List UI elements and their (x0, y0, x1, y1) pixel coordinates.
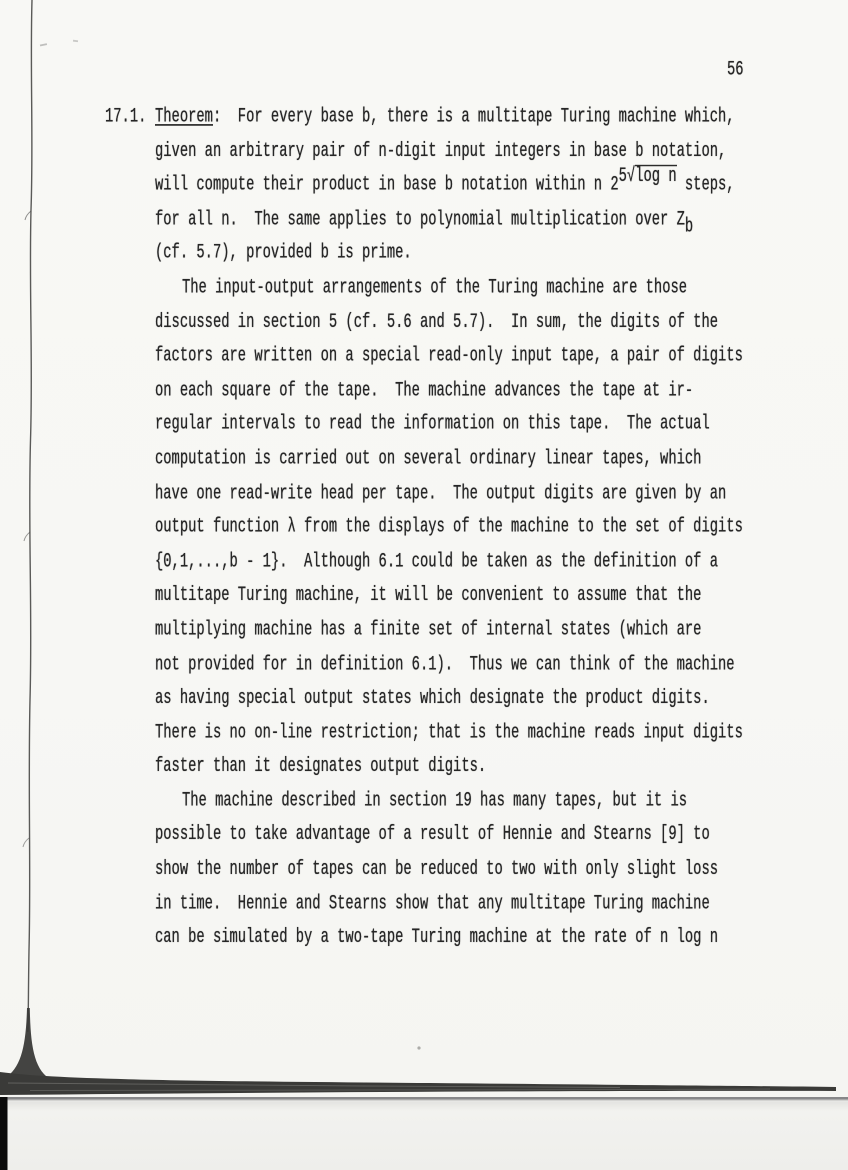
theorem-text: for all n. The same applies to polynomial multiplication over Z (155, 209, 685, 232)
theorem-text: steps, (676, 175, 735, 197)
page-number: 56 (727, 59, 744, 82)
text-line: as having special output states which designate the product digits. (155, 688, 710, 711)
text-line: There is no on-line restriction; that is the machine reads input digits (155, 722, 743, 745)
text-line: computation is carried out on several ordinary linear tapes, which (155, 448, 702, 471)
text-line: multiplying machine has a finite set of internal states (which are (155, 619, 702, 642)
text-line: in time. Hennie and Stearns show that any multitape Turing machine (155, 893, 710, 916)
radicand-log-n: log n (635, 165, 677, 188)
theorem-heading-colon: : (212, 106, 222, 129)
text-line: The machine described in section 19 has many tapes, but it is (182, 791, 688, 813)
text-line: possible to take advantage of a result of Hennie and Stearns [9] to (155, 825, 710, 847)
text-line: faster than it designates output digits. (155, 756, 487, 779)
text-line: on each square of the tape. The machine advances the tape at ir- (155, 380, 694, 403)
text-line: factors are written on a special read-only input tape, a pair of digits (155, 346, 743, 369)
text-line: {0,1,...,b - 1}. Although 6.1 could be taken as the definition of a (155, 551, 719, 574)
text-line (105, 101, 820, 135)
text-line (155, 204, 820, 238)
scanner-background (0, 1102, 848, 1170)
theorem-text: will compute their product in base b notation within n 2 (155, 175, 619, 197)
text-line: The input-output arrangements of the Turing machine are those (182, 277, 688, 300)
theorem-text: For every base b, there is a multitape Turing machine which, (221, 106, 735, 129)
text-line: (cf. 5.7), provided b is prime. (155, 243, 412, 266)
text-line: show the number of tapes can be reduced to two with only slight loss (155, 859, 719, 882)
section-label: 17.1. (105, 106, 147, 129)
subscript-b: b (684, 216, 694, 239)
text-line: have one read-write head per tape. The output digits are given by an (155, 483, 727, 505)
text-line: given an arbitrary pair of n-digit input integers in base b notation, (155, 141, 727, 163)
text-line: discussed in section 5 (cf. 5.6 and 5.7). In sum, the digits of the (155, 312, 719, 334)
theorem-heading: Theorem (155, 106, 213, 129)
exponent-coefficient-radical-sign: 5√ (618, 165, 636, 188)
text-line: not provided for in definition 6.1). Thus we can think of the machine (155, 654, 735, 676)
text-line: output function λ from the displays of the machine to the set of digits (155, 517, 743, 540)
body-text (105, 101, 820, 956)
text-line (155, 165, 820, 203)
exponent-expression (619, 160, 677, 194)
text-line: can be simulated by a two-tape Turing machine at the rate of n log n (155, 927, 719, 950)
text-line: regular intervals to read the information on this tape. The actual (155, 414, 710, 437)
text-line: multitape Turing machine, it will be convenient to assume that the (155, 585, 702, 608)
